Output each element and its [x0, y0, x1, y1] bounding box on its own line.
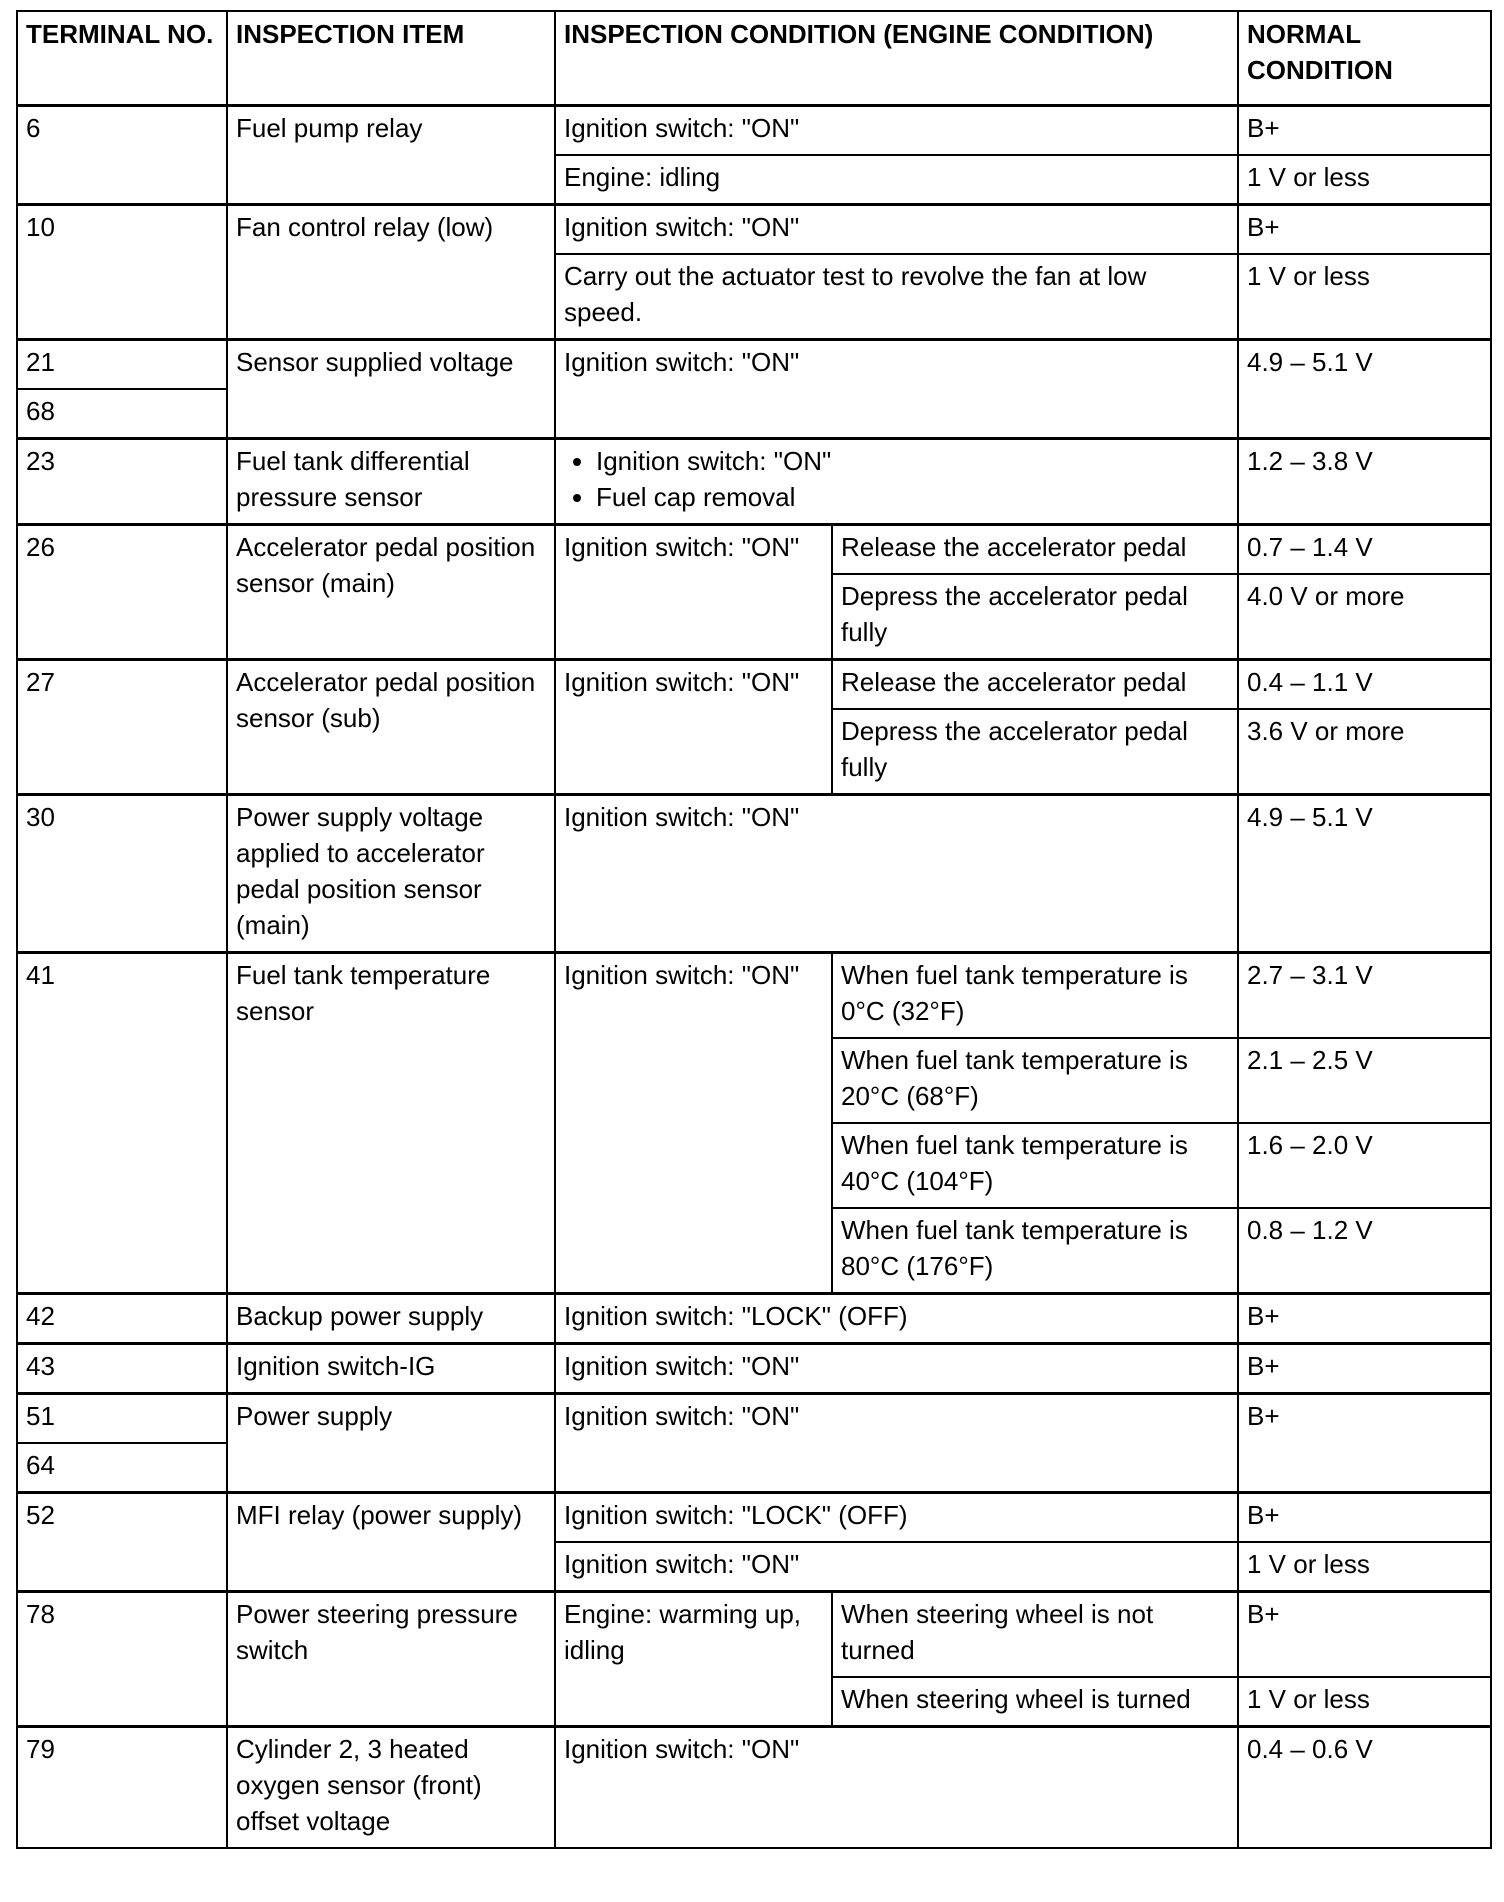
normal-condition: 0.7 – 1.4 V — [1238, 525, 1491, 575]
table-row — [17, 795, 1491, 953]
condition-bullet: • Fuel cap removal — [596, 479, 1229, 515]
terminal-no: 27 — [17, 660, 227, 795]
terminal-inspection-table — [16, 10, 1492, 1849]
table-row — [17, 1493, 1491, 1543]
terminal-no: 41 — [17, 953, 227, 1294]
inspection-condition: Engine: warming up, idling — [555, 1592, 832, 1727]
terminal-no: 10 — [17, 205, 227, 340]
normal-condition: B+ — [1238, 1394, 1491, 1493]
inspection-item: Fuel pump relay — [227, 106, 555, 205]
inspection-item: Power supply voltage applied to accelerator pedal position sensor (main) — [227, 795, 555, 953]
normal-condition: B+ — [1238, 1294, 1491, 1344]
inspection-item: Fuel tank differential pressure sensor — [227, 439, 555, 525]
inspection-item: Ignition switch-IG — [227, 1344, 555, 1394]
normal-condition: B+ — [1238, 205, 1491, 255]
normal-condition: 1 V or less — [1238, 254, 1491, 340]
table-row — [17, 1592, 1491, 1678]
inspection-condition: Ignition switch: "LOCK" (OFF) — [555, 1294, 1238, 1344]
header-row — [17, 11, 1491, 106]
header-terminal-no: TERMINAL NO. — [17, 11, 227, 106]
inspection-condition: Ignition switch: "ON" — [555, 660, 832, 795]
condition-bullet: • Ignition switch: "ON" — [596, 443, 1229, 479]
inspection-item: Fan control relay (low) — [227, 205, 555, 340]
terminal-no: 64 — [17, 1443, 227, 1493]
inspection-item: MFI relay (power supply) — [227, 1493, 555, 1592]
inspection-condition: Ignition switch: "ON" — [555, 340, 1238, 439]
inspection-condition: Ignition switch: "ON" — [555, 1542, 1238, 1592]
terminal-no: 42 — [17, 1294, 227, 1344]
table-row — [17, 953, 1491, 1039]
sub-condition: Release the accelerator pedal — [832, 525, 1238, 575]
normal-condition: 2.1 – 2.5 V — [1238, 1038, 1491, 1123]
table-row — [17, 439, 1491, 525]
table-row — [17, 340, 1491, 390]
table-row — [17, 1294, 1491, 1344]
header-inspection-condition: INSPECTION CONDITION (ENGINE CONDITION) — [555, 11, 1238, 106]
sub-condition: When steering wheel is not turned — [832, 1592, 1238, 1678]
sub-condition: When fuel tank temperature is 80°C (176°F) — [832, 1208, 1238, 1294]
normal-condition: B+ — [1238, 1592, 1491, 1678]
terminal-no: 68 — [17, 389, 227, 439]
header-normal-condition: NORMAL CONDITION — [1238, 11, 1491, 106]
sub-condition: When fuel tank temperature is 0°C (32°F) — [832, 953, 1238, 1039]
inspection-condition: Ignition switch: "ON" — [555, 106, 1238, 156]
sub-condition: When fuel tank temperature is 20°C (68°F) — [832, 1038, 1238, 1123]
table-body — [17, 106, 1491, 1849]
normal-condition: 4.9 – 5.1 V — [1238, 340, 1491, 439]
terminal-no: 23 — [17, 439, 227, 525]
table-row — [17, 1727, 1491, 1849]
inspection-condition: Ignition switch: "ON" — [555, 1394, 1238, 1493]
sub-condition: Depress the accelerator pedal fully — [832, 574, 1238, 660]
table-row — [17, 106, 1491, 156]
inspection-condition: Engine: idling — [555, 155, 1238, 205]
normal-condition: 2.7 – 3.1 V — [1238, 953, 1491, 1039]
inspection-condition: Ignition switch: "ON" — [555, 795, 1238, 953]
normal-condition: 0.8 – 1.2 V — [1238, 1208, 1491, 1294]
normal-condition: 3.6 V or more — [1238, 709, 1491, 795]
inspection-condition: Ignition switch: "LOCK" (OFF) — [555, 1493, 1238, 1543]
normal-condition: 4.0 V or more — [1238, 574, 1491, 660]
inspection-item: Accelerator pedal position sensor (main) — [227, 525, 555, 660]
table-row — [17, 525, 1491, 575]
terminal-no: 21 — [17, 340, 227, 390]
inspection-item: Fuel tank temperature sensor — [227, 953, 555, 1294]
terminal-no: 6 — [17, 106, 227, 205]
inspection-item: Accelerator pedal position sensor (sub) — [227, 660, 555, 795]
inspection-item: Cylinder 2, 3 heated oxygen sensor (front) offset voltage — [227, 1727, 555, 1849]
normal-condition: B+ — [1238, 106, 1491, 156]
terminal-no: 52 — [17, 1493, 227, 1592]
normal-condition: 0.4 – 0.6 V — [1238, 1727, 1491, 1849]
header-inspection-item: INSPECTION ITEM — [227, 11, 555, 106]
sub-condition: When steering wheel is turned — [832, 1677, 1238, 1727]
normal-condition: 1 V or less — [1238, 1542, 1491, 1592]
normal-condition: 1 V or less — [1238, 1677, 1491, 1727]
table-row — [17, 660, 1491, 710]
terminal-no: 30 — [17, 795, 227, 953]
inspection-condition: Ignition switch: "ON" — [555, 1344, 1238, 1394]
normal-condition: 0.4 – 1.1 V — [1238, 660, 1491, 710]
inspection-condition — [555, 439, 1238, 525]
sub-condition: Depress the accelerator pedal fully — [832, 709, 1238, 795]
normal-condition: 4.9 – 5.1 V — [1238, 795, 1491, 953]
inspection-condition: Ignition switch: "ON" — [555, 1727, 1238, 1849]
terminal-no: 26 — [17, 525, 227, 660]
inspection-item: Power steering pressure switch — [227, 1592, 555, 1727]
inspection-condition: Ignition switch: "ON" — [555, 205, 1238, 255]
terminal-no: 79 — [17, 1727, 227, 1849]
inspection-item: Sensor supplied voltage — [227, 340, 555, 439]
inspection-item: Backup power supply — [227, 1294, 555, 1344]
sub-condition: When fuel tank temperature is 40°C (104°F) — [832, 1123, 1238, 1208]
normal-condition: 1 V or less — [1238, 155, 1491, 205]
terminal-no: 78 — [17, 1592, 227, 1727]
normal-condition: 1.6 – 2.0 V — [1238, 1123, 1491, 1208]
terminal-no: 43 — [17, 1344, 227, 1394]
normal-condition: B+ — [1238, 1493, 1491, 1543]
inspection-condition: Carry out the actuator test to revolve the fan at low speed. — [555, 254, 1238, 340]
condition-bullet-list — [564, 443, 1229, 515]
inspection-item: Power supply — [227, 1394, 555, 1493]
inspection-condition: Ignition switch: "ON" — [555, 525, 832, 660]
table-row — [17, 1394, 1491, 1444]
table-row — [17, 1344, 1491, 1394]
inspection-condition: Ignition switch: "ON" — [555, 953, 832, 1294]
table-row — [17, 205, 1491, 255]
normal-condition: B+ — [1238, 1344, 1491, 1394]
normal-condition: 1.2 – 3.8 V — [1238, 439, 1491, 525]
sub-condition: Release the accelerator pedal — [832, 660, 1238, 710]
terminal-no: 51 — [17, 1394, 227, 1444]
